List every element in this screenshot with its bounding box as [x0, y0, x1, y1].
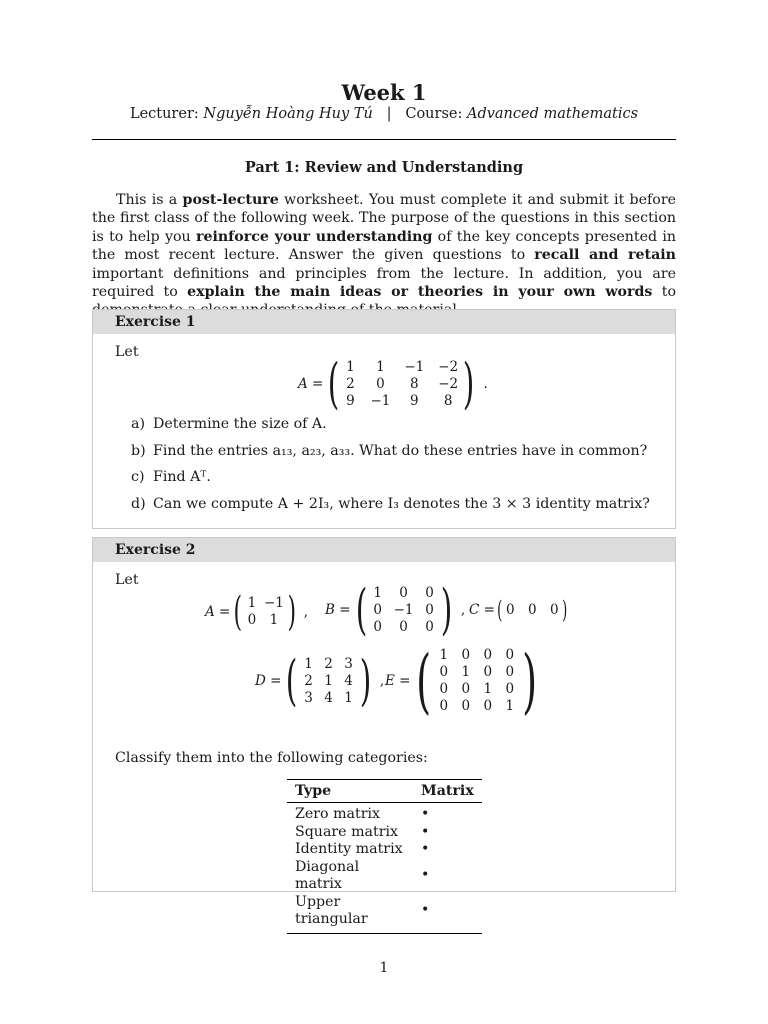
matrix-entry: 1 — [376, 358, 385, 375]
emph-recall: recall and retain — [534, 247, 676, 264]
matrix-entry: 0 — [425, 584, 434, 601]
let-text: Let — [115, 572, 139, 588]
matrix-entry: 2 — [304, 672, 313, 689]
matrix-entry: 1 — [505, 698, 515, 714]
matrix-entry: 1 — [346, 358, 355, 375]
matrix-entry: 1 — [269, 612, 279, 628]
matrix-D-equation: D = ( 1 2 3 2 1 4 3 4 1 ) , — [255, 649, 385, 712]
matrix-entry: 2 — [346, 375, 355, 392]
let-text: Let — [115, 344, 139, 360]
matrix-A-equation: A = ( 1 1 −1 −2 2 0 8 −2 9 −1 9 8 ) . — [298, 352, 488, 415]
table-row — [287, 894, 482, 934]
matrix-cell: • — [421, 867, 430, 884]
table-row — [287, 803, 482, 824]
table-row — [287, 859, 482, 894]
question-item — [131, 443, 650, 470]
matrix-entry: 0 — [506, 601, 515, 618]
matrix-entry: 1 — [324, 672, 333, 689]
header-subtitle — [0, 106, 768, 122]
matrix-entry: 3 — [304, 689, 313, 706]
type-cell: Upper triangular — [287, 894, 413, 934]
matrix-grid — [372, 585, 436, 636]
question-text: Find the entries a₁₃, a₂₃, a₃₃. What do these entries have in common? — [153, 442, 648, 459]
matrix-entry: 9 — [410, 392, 419, 409]
classification-table — [287, 779, 482, 934]
question-text: Determine the size of A. — [153, 416, 327, 432]
exercise-2-box — [92, 537, 676, 927]
question-label: d) — [131, 495, 146, 512]
matrix-entry: 0 — [399, 618, 408, 635]
matrix-grid — [303, 656, 355, 707]
emph-post-lecture: post-lecture — [182, 192, 279, 208]
matrix-entry: 4 — [324, 689, 333, 706]
matrix-entry: 1 — [344, 689, 353, 706]
matrix-B-equation: B = ( 1 0 0 0 −1 0 0 0 0 ) , — [325, 578, 466, 641]
matrix-entry: 1 — [483, 681, 493, 697]
matrix-grid — [344, 359, 458, 410]
question-list — [131, 416, 650, 522]
matrix-entry: 0 — [373, 618, 382, 635]
question-text: Can we compute A + 2I₃, where I₃ denotes the 3 × 3 identity matrix? — [153, 495, 650, 512]
page-number: 1 — [379, 960, 389, 976]
matrix-cell: • — [421, 841, 430, 857]
lecturer-label: Lecturer: — [129, 106, 199, 122]
table-row — [287, 841, 482, 859]
part-heading: Part 1: Review and Understanding — [244, 159, 524, 176]
matrix-E-equation: E = ( 1 0 0 0 0 1 0 0 0 0 1 0 0 0 0 1 ) — [385, 640, 537, 722]
matrix-entry: 0 — [483, 698, 493, 714]
matrix-cell: • — [413, 894, 482, 934]
matrix-entry: 0 — [505, 664, 515, 680]
emph-reinforce: reinforce your understanding — [195, 228, 433, 245]
page-title: Week 1 — [341, 80, 427, 105]
matrix-entry: −1 — [404, 358, 425, 375]
matrix-entry: −1 — [263, 595, 284, 611]
matrix-entry: 0 — [461, 681, 471, 697]
matrix-entry: 0 — [399, 584, 408, 601]
question-label: a) — [131, 416, 145, 432]
intro-paragraph: This is a post-lecture worksheet. You must complete it and submit it before the first class of the following week. The purpose of the questions in this section is to help you reinforce your understanding of the key concepts presented in the most recent lecture. Answer the given questions to recall and retain important definitions and principles from the lecture. In addition, you are required to explain the main ideas or theories in your own words to — [92, 192, 676, 301]
matrix-entry: 8 — [443, 392, 453, 409]
matrix-grid — [504, 602, 560, 619]
matrix-entry: −2 — [438, 375, 459, 392]
matrix-entry: 0 — [483, 647, 493, 663]
matrix-entry: 4 — [344, 672, 353, 689]
matrix-entry: −1 — [393, 601, 414, 618]
matrix-entry: 0 — [425, 618, 434, 635]
matrix-entry: 0 — [550, 601, 559, 618]
matrix-entry: 0 — [376, 375, 385, 392]
column-header-type: Type — [287, 780, 413, 803]
matrix-entry: 8 — [410, 375, 419, 392]
type-cell: Square matrix — [295, 823, 399, 840]
matrix-entry: 2 — [324, 655, 333, 672]
matrix-A-equation: A = ( 1 −1 0 1 ) , — [205, 589, 309, 635]
matrix-entry: 0 — [505, 681, 515, 697]
question-item — [131, 416, 650, 443]
matrix-entry: 3 — [344, 655, 353, 672]
question-item — [131, 469, 650, 496]
matrix-C-equation: C = ( 0 0 0 ) — [469, 596, 568, 624]
lecturer-name: Nguyễn Hoàng Huy Tú — [203, 106, 373, 122]
matrix-entry: 1 — [461, 664, 471, 680]
course-name: Advanced mathematics — [466, 106, 639, 122]
question-text: Find Aᵀ. — [153, 469, 211, 485]
header-separator: | — [386, 106, 392, 122]
type-cell: Zero matrix — [295, 806, 381, 822]
exercise-1-title: Exercise 1 — [93, 310, 675, 334]
matrix-entry: 1 — [247, 595, 257, 611]
matrix-entry: 1 — [304, 655, 313, 672]
classify-text: Classify them into the following categories: — [115, 750, 428, 766]
matrix-entry: 0 — [439, 664, 449, 680]
matrix-entry: 0 — [247, 612, 257, 628]
matrix-entry: 1 — [439, 647, 449, 663]
matrix-entry: −1 — [370, 392, 391, 409]
matrix-entry: 9 — [346, 392, 355, 409]
type-cell: Diagonal matrix — [295, 858, 360, 892]
column-header-matrix: Matrix — [413, 780, 482, 803]
matrix-entry: 1 — [373, 584, 382, 601]
course-label: Course: — [405, 106, 463, 122]
question-label: b) — [131, 442, 146, 459]
exercise-2-title: Exercise 2 — [93, 538, 675, 562]
matrix-grid — [246, 595, 284, 629]
matrix-entry: 0 — [528, 601, 537, 618]
matrix-entry: 0 — [461, 647, 471, 663]
table-row — [287, 824, 482, 842]
header-rule — [92, 139, 676, 140]
exercise-1-box — [92, 309, 676, 529]
emph-explain: explain the main ideas or theories in your own words — [187, 284, 653, 301]
matrix-entry: 0 — [373, 601, 382, 618]
question-label: c) — [131, 469, 145, 485]
type-cell: Identity matrix — [295, 841, 403, 857]
matrix-grid — [438, 647, 516, 715]
matrix-entry: −2 — [438, 358, 459, 375]
matrix-cell: • — [421, 806, 430, 822]
matrix-entry: 0 — [425, 601, 434, 618]
matrix-entry: 0 — [461, 698, 471, 714]
question-item — [131, 496, 650, 523]
matrix-entry: 0 — [483, 664, 493, 680]
matrix-entry: 0 — [439, 698, 449, 714]
matrix-entry: 0 — [439, 681, 449, 697]
matrix-name: A — [298, 376, 308, 392]
matrix-entry: 0 — [505, 647, 515, 663]
matrix-cell: • — [421, 823, 430, 840]
